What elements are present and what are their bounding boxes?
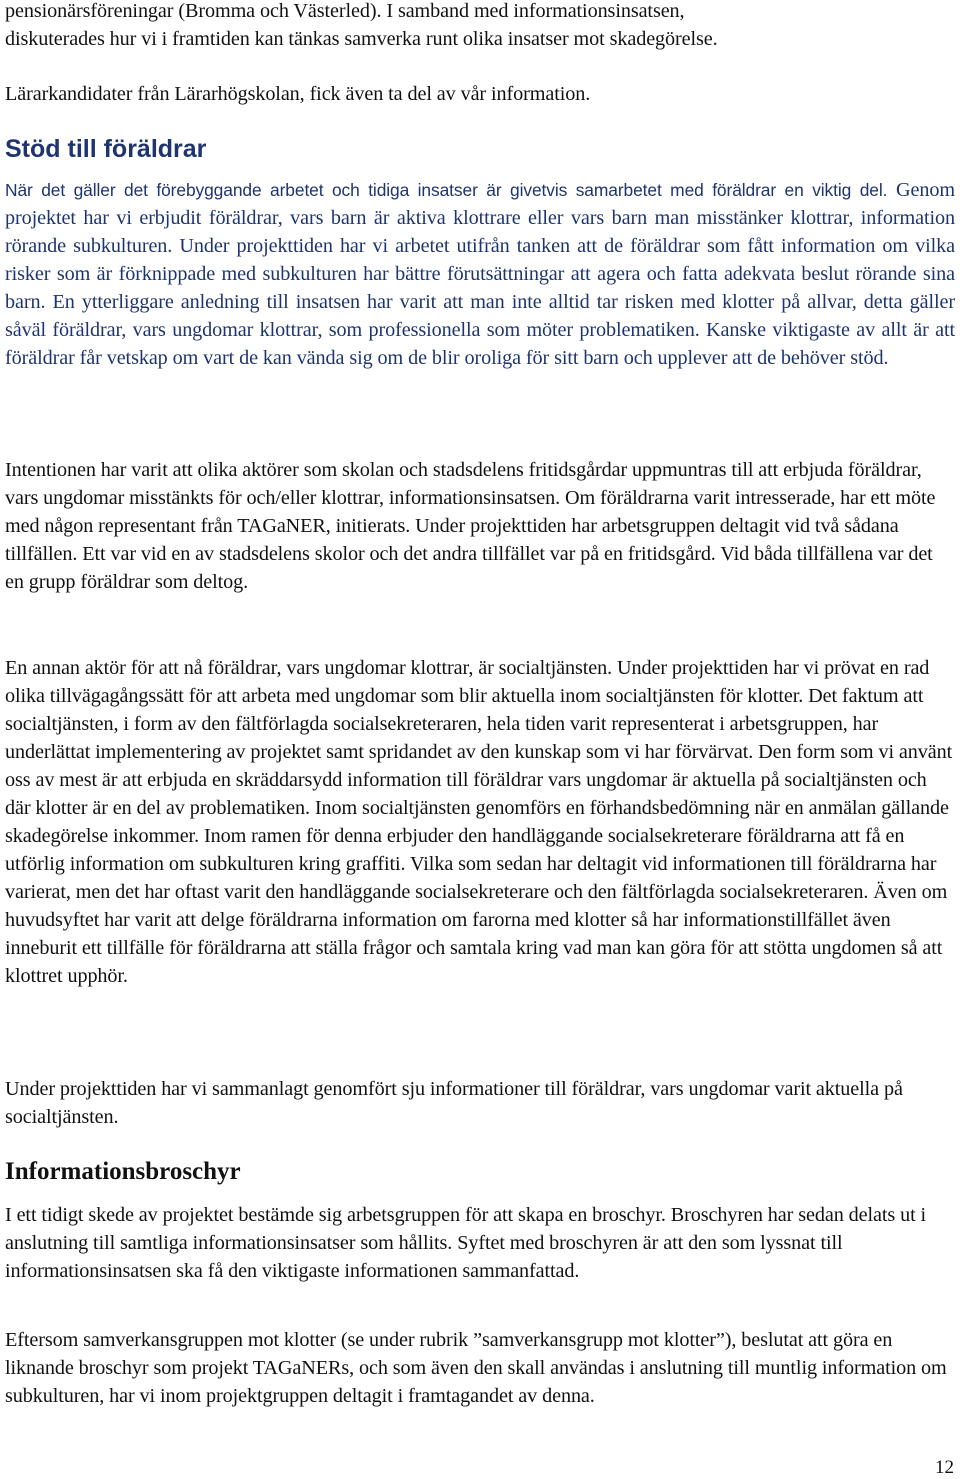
section-heading-parents: Stöd till föräldrar <box>5 135 207 163</box>
page-number: 12 <box>935 1457 954 1478</box>
section-heading-brochure: Informationsbroschyr <box>5 1158 241 1185</box>
intro-line-1: pensionärsföreningar (Bromma och Västerled). I samband med informationsinsatsen, <box>5 0 685 22</box>
parents-text-part-2: Under projekttiden har vi arbetet utifrån tanken att de föräldrar som fått information om vilka risker som är förknippade med subkulturen har bättre förutsättningar att agera och fatta adekvata beslut rörande sina barn. En ytterliggare anledning till insatsen har varit att man inte alltid tar risken med klotter på allvar, detta gäller såväl föräldrar, vars ungdomar klottrar, som professionella som möter problematiken. Kanske viktigaste av allt är att föräldrar får vetskap om vart de kan vända sig om de blir oroliga för sitt barn och upplever att de behöver stöd. <box>5 235 955 369</box>
intentions-paragraph: Intentionen har varit att olika aktörer som skolan och stadsdelens fritidsgårdar uppmuntras till att erbjuda föräldrar, vars ungdomar misstänkts för och/eller klottrar, informationsinsatsen. Om föräldrarna varit intresserade, har ett möte med någon representant från TAGaNER, initierats. Under projekttiden har arbetsgruppen deltagit vid två sådana tillfällen. Ett var vid en av stadsdelens skolor och det andra tillfället var på en fritidsgård. Vid båda tillfällena var det en grupp föräldrar som deltog. <box>5 459 936 593</box>
parents-text-part-1: Genom projektet har vi erbjudit föräldrar, vars barn är aktiva klottrare eller vars barn man misstänker klottrar, information rörande subkulturen. <box>5 179 955 257</box>
parents-paragraph <box>5 176 955 372</box>
students-paragraph: Lärarkandidater från Lärarhögskolan, fick även ta del av vår information. <box>5 83 591 105</box>
brochure-paragraph-1: I ett tidigt skede av projektet bestämde sig arbetsgruppen för att skapa en broschyr. Broschyren har sedan delats ut i anslutning till samtliga informationsinsatser som hållits. Syftet med broschyren är att den som lyssnat till informationsinsatsen ska få den viktigaste informationen sammanfattad. <box>5 1204 927 1282</box>
parents-lead-text: När det gäller det förebyggande arbetet och tidiga insatser är givetvis samarbetet med föräldrar en viktig del. <box>5 180 888 200</box>
summary-paragraph: Under projekttiden har vi sammanlagt genomfört sju informationer till föräldrar, vars ungdomar varit aktuella på socialtjänsten. <box>5 1078 903 1128</box>
brochure-paragraph-2: Eftersom samverkansgruppen mot klotter (se under rubrik ”samverkansgrupp mot klotter”), beslutat att göra en liknande broschyr som projekt TAGaNERs, och som även den skall användas i anslutning till muntlig information om subkulturen, har vi inom projektgruppen deltagit i framtagandet av denna. <box>5 1329 947 1407</box>
intro-line-2: diskuterades hur vi i framtiden kan tänkas samverka runt olika insatser mot skadegörelse. <box>5 28 718 50</box>
socialtjansten-paragraph: En annan aktör för att nå föräldrar, vars ungdomar klottrar, är socialtjänsten. Under projekttiden har vi prövat en rad olika tillvägagångssätt för att arbeta med ungdomar som blir aktuella inom socialtjänsten för klotter. Det faktum att socialtjänsten, i form av den fältförlagda socialsekreteraren, hela tiden varit representerat i arbetsgruppen, har underlättat implementering av projektet samt spridandet av den kunskap som vi har förvärvat. Den form som vi använt oss av mest är att erbjuda en skräddarsydd information till föräldrar vars ungdomar är aktuella på socialtjänsten och där klotter är en del av problematiken. Inom socialtjänsten genomförs en förhandsbedömning när en anmälan gällande skadegörelse inkommer. Inom ramen för denna erbjuder den handläggande socialsekreterare föräldrarna att få en utförlig information om subkulturen kring graffiti. Vilka som sedan har deltagit vid informationen till föräldrarna har varierat, men det har oftast varit den handläggande socialsekreterare och den fältförlagda socialsekreteraren. Även om huvudsyftet har varit att delge föräldrarna information om farorna med klotter så har informationstillfället även inneburit ett tillfälle för föräldrarna att ställa frågor och samtala kring vad man kan göra för att stötta ungdomen så att klottret upphör. <box>5 657 953 987</box>
